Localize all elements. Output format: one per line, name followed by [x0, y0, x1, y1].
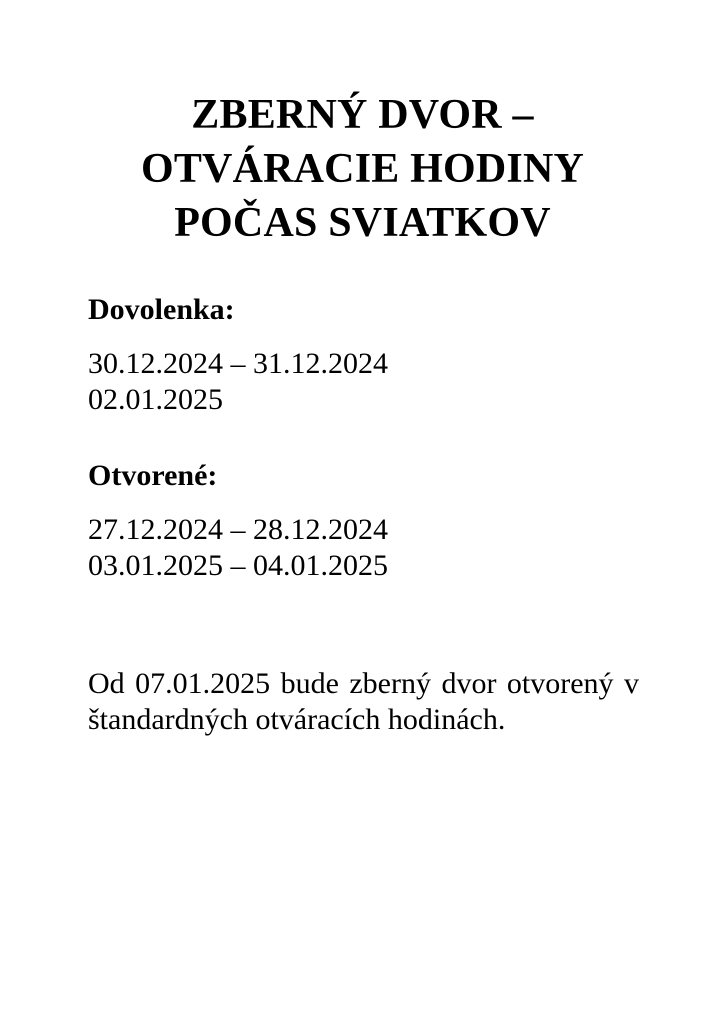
open-section	[88, 458, 648, 584]
vacation-date-list	[88, 346, 648, 418]
title-line-1: ZBERNÝ DVOR –	[191, 92, 534, 138]
open-date: 27.12.2024 – 28.12.2024	[88, 513, 388, 546]
vacation-section	[88, 292, 648, 418]
vacation-heading: Dovolenka:	[88, 293, 235, 326]
vacation-date: 30.12.2024 – 31.12.2024	[88, 347, 388, 380]
open-date: 03.01.2025 – 04.01.2025	[88, 549, 388, 582]
open-date-list	[88, 512, 648, 584]
page-title	[0, 88, 725, 250]
title-line-2: OTVÁRACIE HODINY	[140, 146, 585, 192]
open-heading: Otvorené:	[88, 459, 218, 492]
title-line-3: POČAS SVIATKOV	[174, 200, 551, 246]
vacation-date: 02.01.2025	[88, 383, 223, 416]
standard-hours-notice: Od 07.01.2025 bude zberný dvor otvorený v štandardných otváracích hodinách.	[88, 667, 639, 736]
